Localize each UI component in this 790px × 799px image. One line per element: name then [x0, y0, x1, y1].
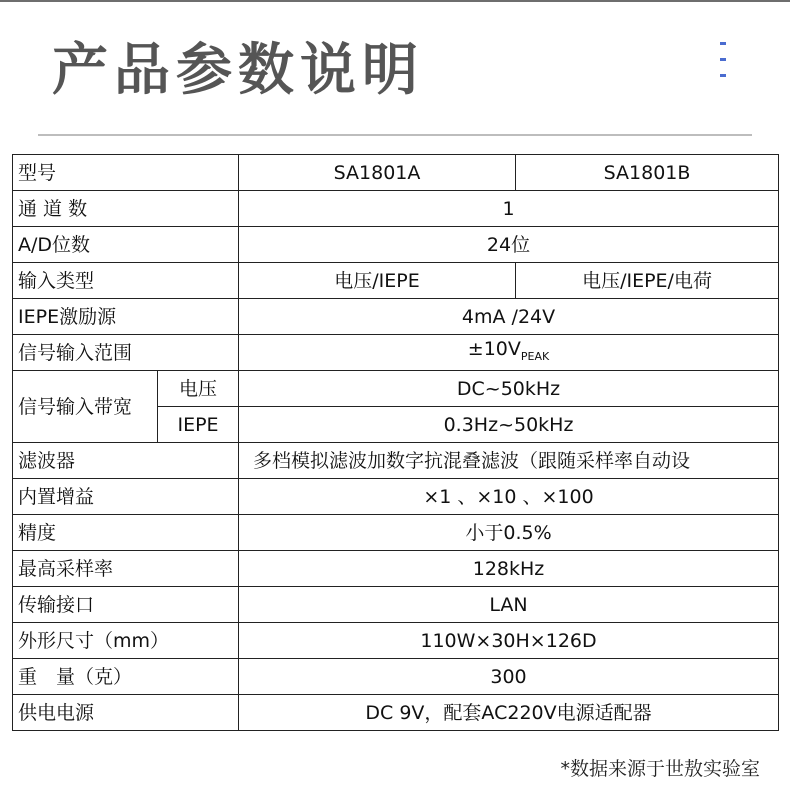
table-row-power [13, 695, 779, 731]
row-label: 内置增益 [13, 479, 239, 515]
table-row-weight [13, 659, 779, 695]
row-label: 型号 [13, 155, 239, 191]
bandwidth-voltage-label: 电压 [158, 371, 239, 407]
row-label: 重 量（克） [13, 659, 239, 695]
row-value: 多档模拟滤波加数字抗混叠滤波（跟随采样率自动设 [239, 443, 779, 479]
row-label: 滤波器 [13, 443, 239, 479]
input-range-value: ±10V [467, 337, 521, 360]
row-value: 128kHz [239, 551, 779, 587]
bandwidth-iepe-label: IEPE [158, 407, 239, 443]
input-type-b-cell: 电压/IEPE/电荷 [516, 263, 779, 299]
input-range-subscript: PEAK [520, 349, 550, 363]
row-label: 供电电源 [13, 695, 239, 731]
model-b-cell: SA1801B [516, 155, 779, 191]
row-label: 信号输入范围 [13, 335, 239, 371]
table-row-model [13, 155, 779, 191]
row-value: 300 [239, 659, 779, 695]
row-label: 最高采样率 [13, 551, 239, 587]
bandwidth-iepe-value: 0.3Hz~50kHz [239, 407, 779, 443]
row-value [239, 335, 779, 371]
title-divider [38, 134, 752, 136]
row-value: 1 [239, 191, 779, 227]
row-value: LAN [239, 587, 779, 623]
row-value: DC 9V，配套AC220V电源适配器 [239, 695, 779, 731]
row-label: 输入类型 [13, 263, 239, 299]
table-row-iepe-source [13, 299, 779, 335]
page-title: 产品参数说明 [52, 38, 424, 103]
top-border-line [0, 0, 790, 2]
row-value: 110W×30H×126D [239, 623, 779, 659]
model-a-cell: SA1801A [239, 155, 516, 191]
table-row-gain [13, 479, 779, 515]
spec-table [12, 154, 779, 731]
row-label: 外形尺寸（mm） [13, 623, 239, 659]
decorative-dash-icon [718, 42, 728, 82]
table-row-interface [13, 587, 779, 623]
row-label: IEPE激励源 [13, 299, 239, 335]
row-label: 信号输入带宽 [13, 371, 158, 443]
bandwidth-voltage-value: DC~50kHz [239, 371, 779, 407]
row-label: A/D位数 [13, 227, 239, 263]
row-value: 小于0.5% [239, 515, 779, 551]
table-row-input-type [13, 263, 779, 299]
row-label: 传输接口 [13, 587, 239, 623]
row-label: 精度 [13, 515, 239, 551]
footnote: *数据来源于世敖实验室 [560, 758, 760, 780]
table-row-accuracy [13, 515, 779, 551]
row-value: 4mA /24V [239, 299, 779, 335]
row-value: 24位 [239, 227, 779, 263]
table-row-filter [13, 443, 779, 479]
table-row-ad-bits [13, 227, 779, 263]
input-type-a-cell: 电压/IEPE [239, 263, 516, 299]
table-row-channels [13, 191, 779, 227]
table-row-dimensions [13, 623, 779, 659]
table-row-sample-rate [13, 551, 779, 587]
row-label: 通 道 数 [13, 191, 239, 227]
table-row-bandwidth-voltage [13, 371, 779, 407]
row-value: ×1 、×10 、×100 [239, 479, 779, 515]
table-row-input-range [13, 335, 779, 371]
